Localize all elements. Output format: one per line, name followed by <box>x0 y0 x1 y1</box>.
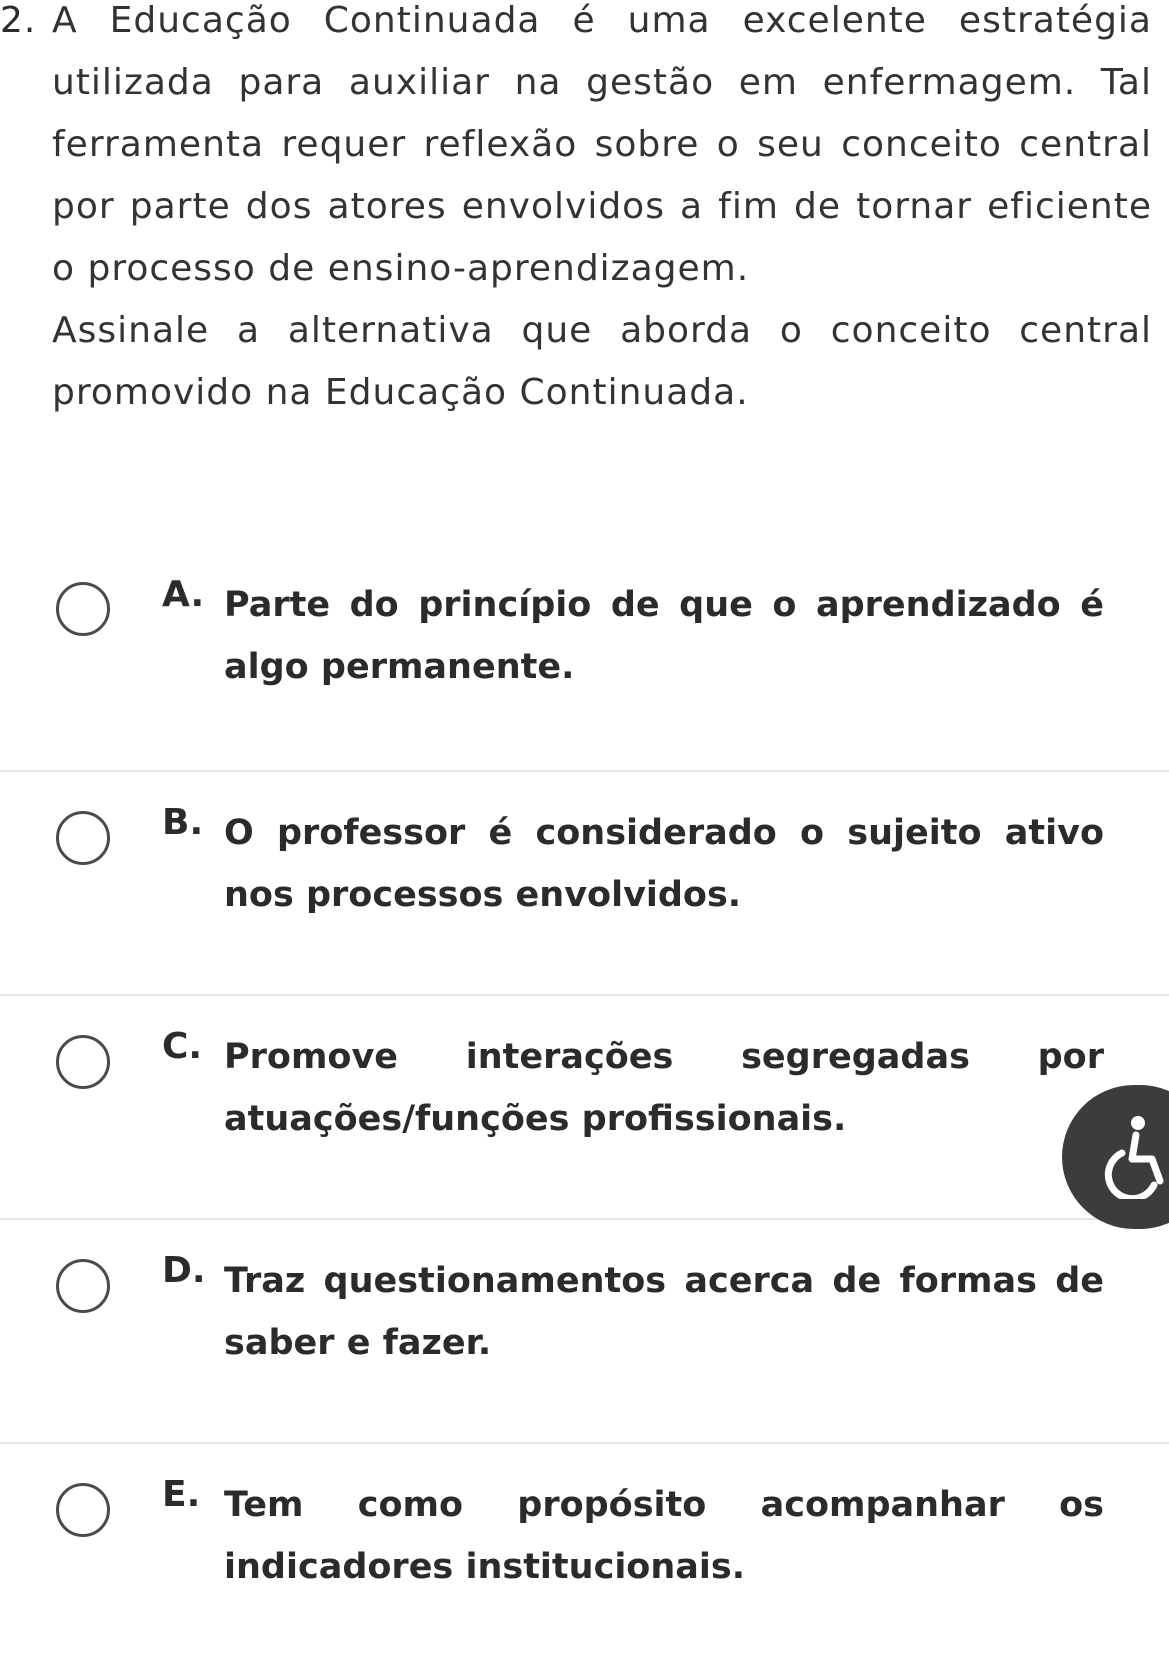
option-d[interactable] <box>0 1218 1169 1442</box>
accessibility-wheelchair-icon <box>1096 1115 1169 1199</box>
radio-circle-icon[interactable] <box>56 1259 110 1313</box>
option-letter: A. <box>162 574 205 615</box>
option-letter: B. <box>162 802 204 843</box>
option-letter: C. <box>162 1026 203 1067</box>
answer-options-list <box>0 560 1169 1666</box>
option-letter: D. <box>162 1250 206 1291</box>
option-text: Promove interações segregadas por atuações/funções profissionais. <box>224 1037 1104 1139</box>
question-statement <box>0 0 1152 424</box>
option-e[interactable] <box>0 1442 1169 1666</box>
option-letter: E. <box>162 1474 201 1515</box>
option-c[interactable] <box>0 994 1169 1218</box>
question-prompt: Assinale a alternativa que aborda o conceito central promovido na Educação Continuada. <box>52 310 1152 413</box>
question-number: 2. <box>0 0 37 41</box>
radio-circle-icon[interactable] <box>56 1483 110 1537</box>
radio-circle-icon[interactable] <box>56 811 110 865</box>
option-text: Traz questionamentos acerca de formas de saber e fazer. <box>224 1261 1104 1363</box>
option-text: Tem como propósito acompanhar os indicadores institucionais. <box>224 1485 1104 1587</box>
option-a[interactable] <box>0 560 1169 770</box>
option-text: Parte do princípio de que o aprendizado é algo permanente. <box>224 585 1104 687</box>
radio-circle-icon[interactable] <box>56 1035 110 1089</box>
radio-circle-icon[interactable] <box>56 582 110 636</box>
option-text: O professor é considerado o sujeito ativo nos processos envolvidos. <box>224 813 1104 915</box>
question-paragraph: A Educação Continuada é uma excelente estratégia utilizada para auxiliar na gestão em enfermagem. Tal ferramenta requer reflexão sobre o seu conceito central por parte dos atores envolvidos a fim de tornar eficiente o processo de ensino-aprendizagem. <box>52 0 1152 289</box>
option-b[interactable] <box>0 770 1169 994</box>
